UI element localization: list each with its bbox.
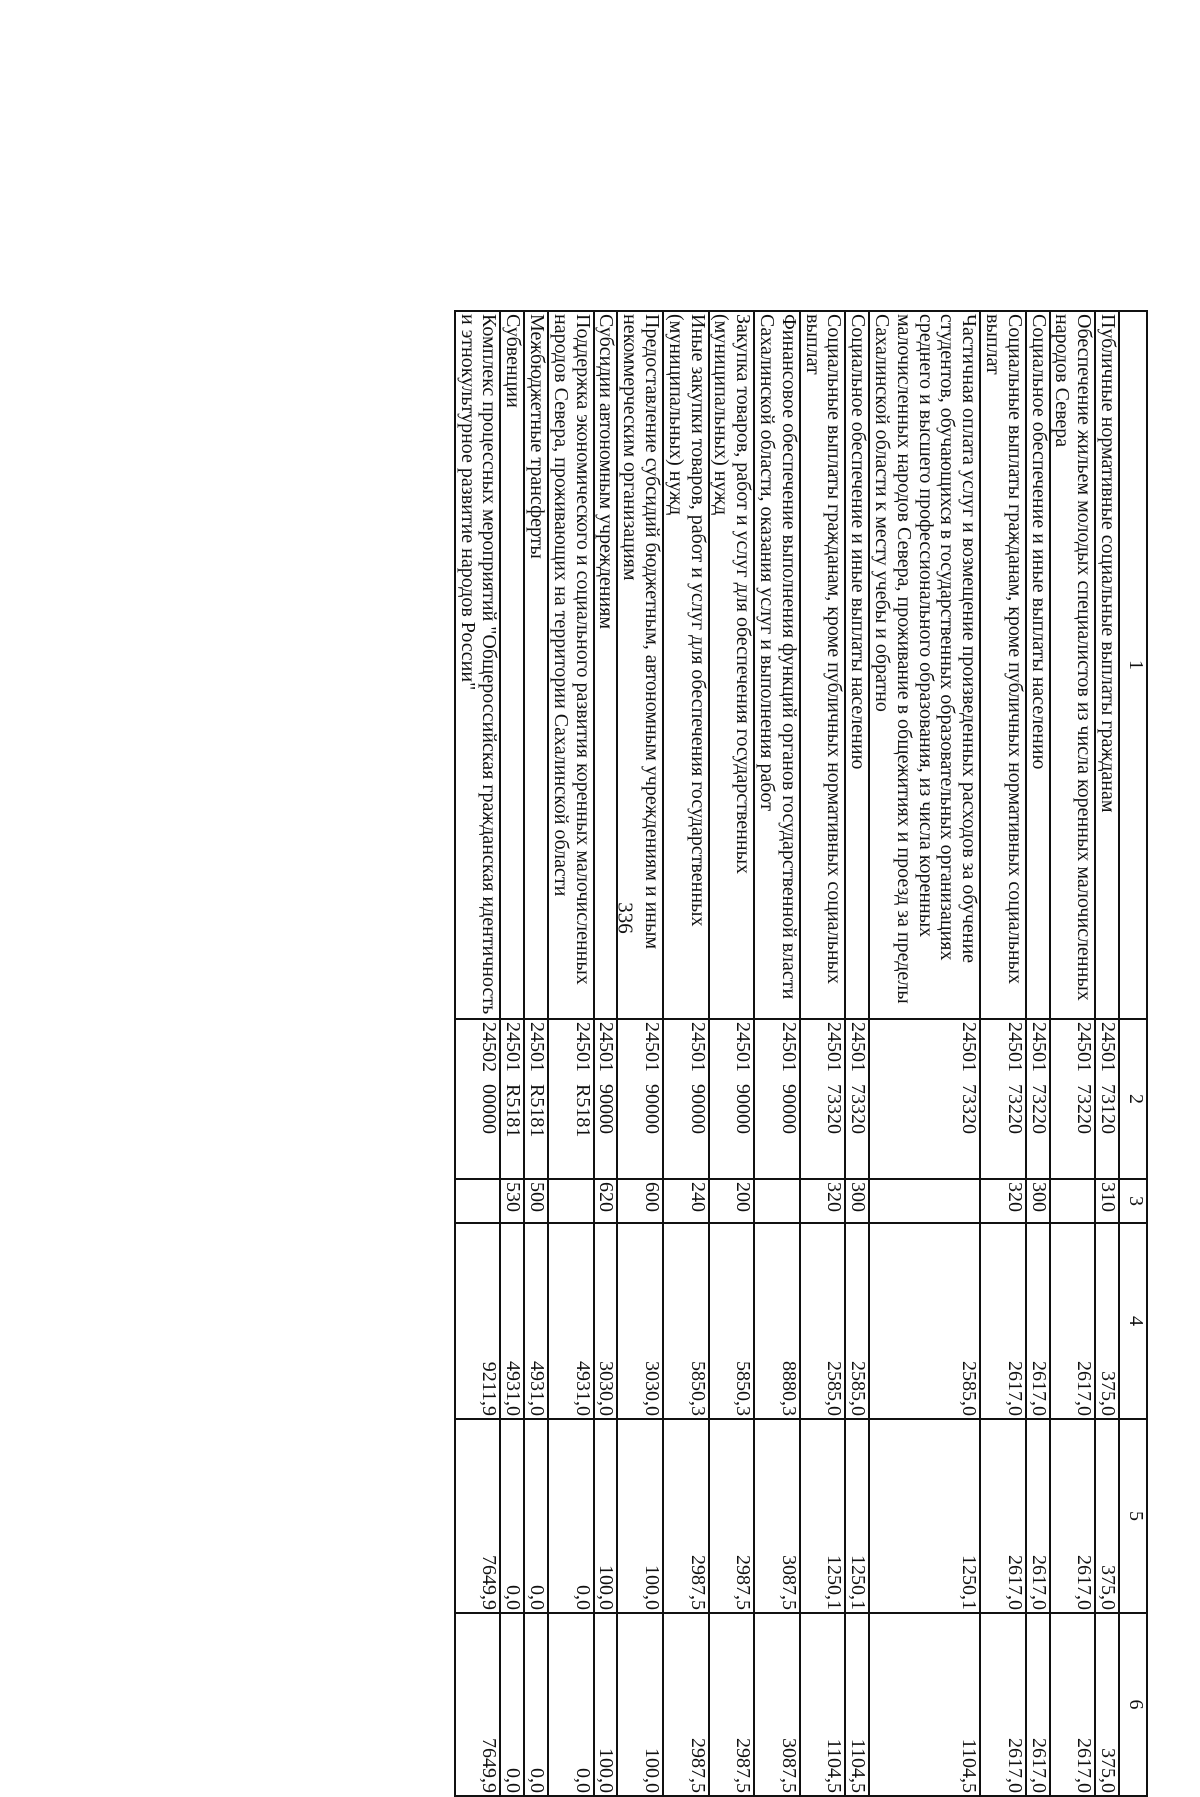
- row-value-5: 1250,1: [800, 1419, 846, 1613]
- row-value-4: 3030,0: [617, 1223, 663, 1419]
- table-row: [980, 311, 1026, 1796]
- row-value-6: 7649,9: [455, 1613, 501, 1796]
- table-row: [1026, 311, 1050, 1796]
- row-expense-type: 240: [663, 1179, 709, 1223]
- row-code-direction: 90000: [777, 1084, 800, 1134]
- row-name: Социальные выплаты гражданам, кроме публичных нормативных социальных выплат: [800, 311, 846, 1019]
- header-row: [1119, 311, 1147, 1796]
- row-code-direction: 90000: [595, 1084, 618, 1134]
- row-expense-type: [455, 1179, 501, 1223]
- row-code-program: 24501: [958, 1022, 981, 1072]
- row-code-direction: 90000: [732, 1084, 755, 1134]
- row-value-6: 1104,5: [869, 1613, 980, 1796]
- row-expense-type: 320: [980, 1179, 1026, 1223]
- row-code: [1026, 1019, 1050, 1179]
- row-name: Предоставление субсидий бюджетным, автономным учреждениям и иным некоммерческим организациям: [617, 311, 663, 1019]
- row-value-5: 1250,1: [845, 1419, 869, 1613]
- row-value-6: 3087,5: [754, 1613, 800, 1796]
- row-value-6: 0,0: [500, 1613, 524, 1796]
- row-value-4: 2617,0: [1050, 1223, 1096, 1419]
- row-code: [594, 1019, 618, 1179]
- row-code-direction: 73120: [1097, 1084, 1119, 1134]
- table-row: [754, 311, 800, 1796]
- row-code-program: 24501: [847, 1022, 870, 1072]
- row-value-4: 2617,0: [980, 1223, 1026, 1419]
- row-value-5: 0,0: [524, 1419, 548, 1613]
- row-code-direction: 90000: [641, 1084, 664, 1134]
- row-expense-type: [548, 1179, 594, 1223]
- row-value-6: 2617,0: [980, 1613, 1026, 1796]
- row-name: Иные закупки товаров, работ и услуг для обеспечения государственных (муниципальных) нужд: [663, 311, 709, 1019]
- row-code: [754, 1019, 800, 1179]
- row-expense-type: [869, 1179, 980, 1223]
- row-value-5: 0,0: [500, 1419, 524, 1613]
- row-name: Межбюджетные трансферты: [524, 311, 548, 1019]
- row-code-program: 24501: [777, 1022, 800, 1072]
- row-code-program: 24501: [502, 1022, 525, 1072]
- header-cell: 6: [1119, 1613, 1147, 1796]
- header-cell: 2: [1119, 1019, 1147, 1179]
- table-row: [869, 311, 980, 1796]
- header-cell: 1: [1119, 311, 1147, 1019]
- table-row: [663, 311, 709, 1796]
- header-cell: 5: [1119, 1419, 1147, 1613]
- table-row: [800, 311, 846, 1796]
- row-code-program: 24501: [823, 1022, 846, 1072]
- row-code: [663, 1019, 709, 1179]
- row-value-6: 100,0: [617, 1613, 663, 1796]
- row-name: Социальное обеспечение и иные выплаты населению: [845, 311, 869, 1019]
- row-code: [455, 1019, 501, 1179]
- row-value-4: 2585,0: [845, 1223, 869, 1419]
- row-expense-type: 320: [800, 1179, 846, 1223]
- row-value-5: 7649,9: [455, 1419, 501, 1613]
- row-code: [869, 1019, 980, 1179]
- row-code: [980, 1019, 1026, 1179]
- row-value-5: 375,0: [1095, 1419, 1119, 1613]
- row-value-6: 2617,0: [1026, 1613, 1050, 1796]
- row-code: [500, 1019, 524, 1179]
- page-number: 336: [613, 902, 638, 934]
- row-code: [1050, 1019, 1096, 1179]
- table-row: [594, 311, 618, 1796]
- row-value-6: 0,0: [524, 1613, 548, 1796]
- row-name: Закупка товаров, работ и услуг для обеспечения государственных (муниципальных) нужд: [709, 311, 755, 1019]
- row-name: Финансовое обеспечение выполнения функций органов государственной власти Сахалинской области, оказания услуг и выполнения работ: [754, 311, 800, 1019]
- row-value-4: 2585,0: [800, 1223, 846, 1419]
- row-value-4: 5850,3: [663, 1223, 709, 1419]
- header-cell: 4: [1119, 1223, 1147, 1419]
- row-code-program: 24501: [1003, 1022, 1026, 1072]
- row-value-4: 375,0: [1095, 1223, 1119, 1419]
- row-value-4: 3030,0: [594, 1223, 618, 1419]
- row-value-4: 8880,3: [754, 1223, 800, 1419]
- row-expense-type: 500: [524, 1179, 548, 1223]
- row-value-5: 3087,5: [754, 1419, 800, 1613]
- row-name: Поддержка экономического и социального развития коренных малочисленных народов Севера, проживающих на территории Сахалинской области: [548, 311, 594, 1019]
- row-value-4: 9211,9: [455, 1223, 501, 1419]
- row-value-6: 2617,0: [1050, 1613, 1096, 1796]
- row-expense-type: 530: [500, 1179, 524, 1223]
- row-value-4: 4931,0: [500, 1223, 524, 1419]
- header-cell: 3: [1119, 1179, 1147, 1223]
- row-code: [709, 1019, 755, 1179]
- row-name: Социальные выплаты гражданам, кроме публичных нормативных социальных выплат: [980, 311, 1026, 1019]
- row-code-program: 24501: [1027, 1022, 1050, 1072]
- row-name: Комплекс процессных мероприятий "Общероссийская гражданская идентичность и этнокультурное развитие народов России": [455, 311, 501, 1019]
- row-value-4: 2617,0: [1026, 1223, 1050, 1419]
- row-value-4: 4931,0: [548, 1223, 594, 1419]
- row-expense-type: 300: [845, 1179, 869, 1223]
- row-code: [1095, 1019, 1119, 1179]
- row-code-program: 24501: [686, 1022, 709, 1072]
- row-value-6: 2987,5: [709, 1613, 755, 1796]
- row-expense-type: [754, 1179, 800, 1223]
- row-value-6: 375,0: [1095, 1613, 1119, 1796]
- row-code-program: 24501: [641, 1022, 664, 1072]
- row-value-4: 4931,0: [524, 1223, 548, 1419]
- row-name: Субвенции: [500, 311, 524, 1019]
- row-code-program: 24501: [1073, 1022, 1096, 1072]
- row-code-program: 24501: [595, 1022, 618, 1072]
- row-code-direction: 73320: [847, 1084, 870, 1134]
- row-name: Субсидии автономным учреждениям: [594, 311, 618, 1019]
- row-name: Обеспечение жильем молодых специалистов из числа коренных малочисленных народов Севера: [1050, 311, 1096, 1019]
- row-value-4: 5850,3: [709, 1223, 755, 1419]
- row-code-program: 24501: [571, 1022, 594, 1072]
- row-value-6: 100,0: [594, 1613, 618, 1796]
- table-row: [548, 311, 594, 1796]
- row-expense-type: 300: [1026, 1179, 1050, 1223]
- table-row: [1050, 311, 1096, 1796]
- table-row: [524, 311, 548, 1796]
- row-code-program: 24501: [1097, 1022, 1119, 1072]
- row-expense-type: [1050, 1179, 1096, 1223]
- table-row: [709, 311, 755, 1796]
- row-code-program: 24501: [732, 1022, 755, 1072]
- table-row: [500, 311, 524, 1796]
- budget-table: [454, 310, 1148, 1797]
- row-value-5: 2617,0: [1026, 1419, 1050, 1613]
- row-code: [800, 1019, 846, 1179]
- row-value-6: 2987,5: [663, 1613, 709, 1796]
- table-row: [845, 311, 869, 1796]
- row-code-direction: 73320: [823, 1084, 846, 1134]
- row-code: [548, 1019, 594, 1179]
- row-expense-type: 310: [1095, 1179, 1119, 1223]
- row-code-direction: 00000: [478, 1084, 501, 1134]
- row-value-5: 0,0: [548, 1419, 594, 1613]
- row-value-6: 1104,5: [845, 1613, 869, 1796]
- row-code-direction: R5181: [502, 1084, 525, 1138]
- row-value-6: 0,0: [548, 1613, 594, 1796]
- row-expense-type: 620: [594, 1179, 618, 1223]
- row-value-4: 2585,0: [869, 1223, 980, 1419]
- table-row: [1095, 311, 1119, 1796]
- row-value-5: 2987,5: [709, 1419, 755, 1613]
- row-code: [524, 1019, 548, 1179]
- row-code-program: 24502: [478, 1022, 501, 1072]
- row-name: Публичные нормативные социальные выплаты гражданам: [1095, 311, 1119, 1019]
- row-value-5: 2617,0: [1050, 1419, 1096, 1613]
- row-code-direction: 73320: [958, 1084, 981, 1134]
- row-name: Социальное обеспечение и иные выплаты населению: [1026, 311, 1050, 1019]
- row-code: [845, 1019, 869, 1179]
- row-expense-type: 600: [617, 1179, 663, 1223]
- table-row: [617, 311, 663, 1796]
- row-name: Частичная оплата услуг и возмещение произведенных расходов за обучение студентов, обучающихся в государственных образовательных организациях среднего и высшего профессионального образования, из числа коренных малочисленных народов Севера, проживание в общежитиях и проезд за пределы Сахалинской области к месту учебы и обратно: [869, 311, 980, 1019]
- row-value-5: 1250,1: [869, 1419, 980, 1613]
- row-code-direction: 73220: [1073, 1084, 1096, 1134]
- row-value-5: 100,0: [617, 1419, 663, 1613]
- rotated-page-content: [454, 310, 1148, 1795]
- row-code-direction: R5181: [571, 1084, 594, 1138]
- table-row: [455, 311, 501, 1796]
- row-value-5: 100,0: [594, 1419, 618, 1613]
- row-code-direction: 73220: [1003, 1084, 1026, 1134]
- row-code-direction: 90000: [686, 1084, 709, 1134]
- row-code-program: 24501: [526, 1022, 549, 1072]
- row-code: [617, 1019, 663, 1179]
- row-expense-type: 200: [709, 1179, 755, 1223]
- row-code-direction: R5181: [526, 1084, 549, 1138]
- row-value-6: 1104,5: [800, 1613, 846, 1796]
- row-value-5: 2617,0: [980, 1419, 1026, 1613]
- row-value-5: 2987,5: [663, 1419, 709, 1613]
- row-code-direction: 73220: [1027, 1084, 1050, 1134]
